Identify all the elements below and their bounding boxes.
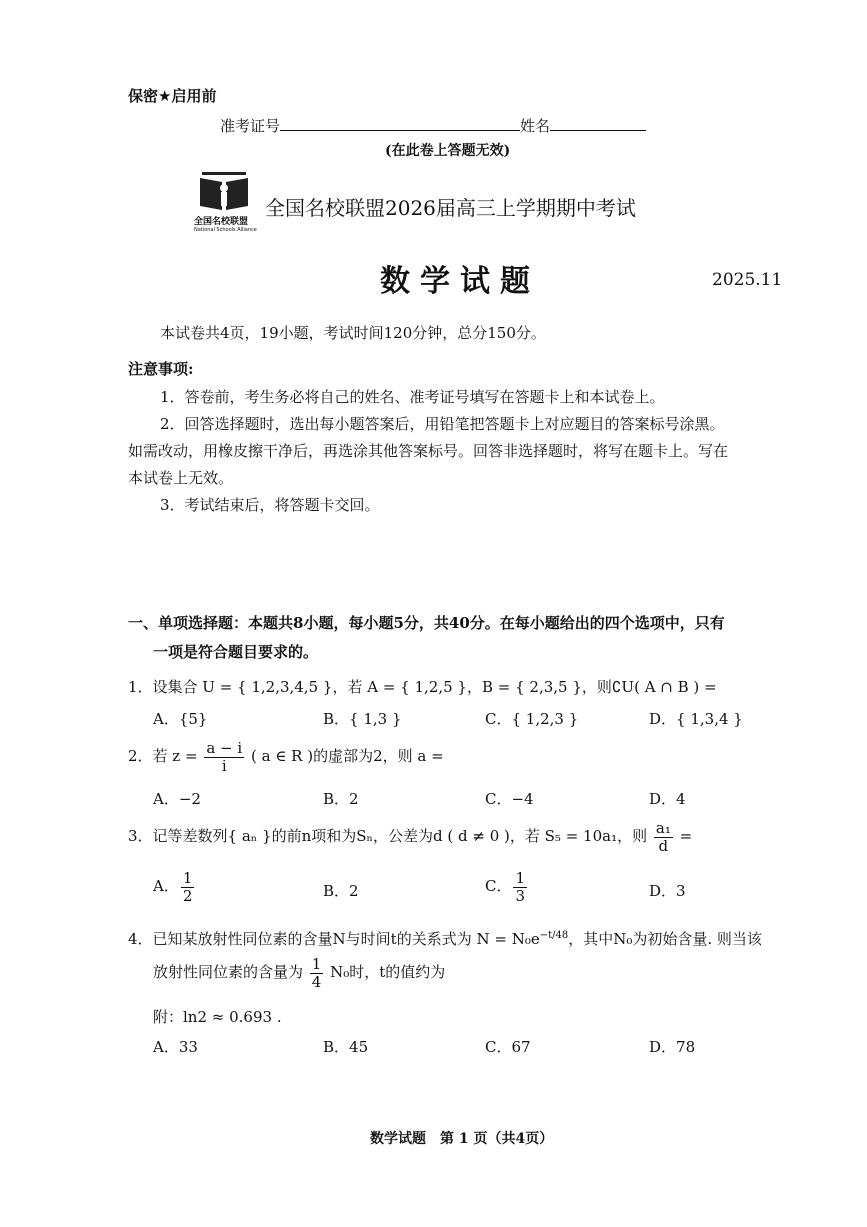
page-footer: 数学试题 第 1 页（共4页） xyxy=(370,1131,554,1147)
q4-option-a: A．33 xyxy=(153,1038,198,1056)
exam-number-label: 准考证号 xyxy=(220,117,281,135)
logo-subtext: National Schools Alliance xyxy=(194,227,257,233)
q3-fraction xyxy=(654,820,673,854)
exam-date: 2025.11 xyxy=(712,270,783,290)
question-2-stem xyxy=(128,740,444,774)
q2-frac-num: a − i xyxy=(206,739,243,757)
note-item-2-line-1: 2．回答选择题时，选出每小题答案后，用铅笔把答题卡上对应题目的答案标号涂黑。 xyxy=(160,415,725,433)
q4-frac-num: 1 xyxy=(311,955,322,973)
q3-option-d: D．3 xyxy=(649,882,686,900)
note-item-2-line-2: 如需改动，用橡皮擦干净后，再选涂其他答案标号。回答非选择题时，将写在题卡上。写在 xyxy=(128,442,729,460)
exam-title: 全国名校联盟2026届高三上学期期中考试 xyxy=(265,196,636,220)
q4-line1-a: 4．已知某放射性同位素的含量N与时间t的关系式为 N = N₀e xyxy=(128,930,540,948)
q3-option-c-label: C． xyxy=(485,877,512,895)
q4-option-c: C．67 xyxy=(485,1038,531,1056)
question-3-options xyxy=(153,870,753,910)
q3-option-a-label: A． xyxy=(153,877,179,895)
note-item-1: 1．答卷前，考生务必将自己的姓名、准考证号填写在答题卡上和本试卷上。 xyxy=(160,388,665,406)
q4-note: 附：ln2 ≈ 0.693 . xyxy=(153,1008,282,1026)
invalid-note: (在此卷上答题无效) xyxy=(385,143,511,159)
q4-option-b: B．45 xyxy=(323,1038,369,1056)
note-item-3: 3．考试结束后，将答题卡交回。 xyxy=(160,496,380,514)
question-1-stem: 1．设集合 U = { 1,2,3,4,5 }，若 A = { 1,2,5 }，B = { 2,3,5 }，则∁U( A ∩ B ) = xyxy=(128,678,717,696)
q2-suffix: ( a ∈ R )的虚部为2，则 a = xyxy=(250,747,444,765)
q3-stem-text: 3．记等差数列{ aₙ }的前n项和为Sₙ，公差为d ( d ≠ 0 )，若 S₅ = 10a₁，则 xyxy=(128,827,648,845)
section-1-line-1: 一、单项选择题：本题共8小题，每小题5分，共40分。在每小题给出的四个选项中，只有 xyxy=(128,614,725,632)
question-3-stem xyxy=(128,820,692,854)
q4-fraction xyxy=(310,956,324,990)
q1-option-b: B．{ 1,3 } xyxy=(323,710,402,728)
intro-text: 本试卷共4页，19小题，考试时间120分钟，总分150分。 xyxy=(160,324,546,342)
q1-option-c: C．{ 1,2,3 } xyxy=(485,710,579,728)
section-1-line-2: 一项是符合题目要求的。 xyxy=(153,643,319,661)
q3-c-num: 1 xyxy=(515,869,526,887)
q4-line1-b: ，其中N₀为初始含量. 则当该 xyxy=(568,930,762,948)
q3-tail: = xyxy=(679,827,693,845)
name-label: 姓名 xyxy=(520,117,551,135)
q3-option-a-frac xyxy=(181,870,195,904)
q4-line2-a: 放射性同位素的含量为 xyxy=(153,963,304,981)
q2-fraction xyxy=(204,740,244,774)
note-item-2-line-3: 本试卷上无效。 xyxy=(128,469,234,487)
q1-option-d: D．{ 1,3,4 } xyxy=(649,710,743,728)
question-4-options xyxy=(153,1036,753,1060)
name-blank xyxy=(550,117,646,131)
q2-option-b: B．2 xyxy=(323,790,359,808)
q3-option-a xyxy=(153,870,196,904)
q2-frac-den: i xyxy=(221,756,227,775)
question-4-line-1 xyxy=(128,928,762,949)
q3-c-den: 3 xyxy=(515,886,526,905)
exam-number-blank xyxy=(280,117,520,131)
q4-frac-den: 4 xyxy=(311,972,322,991)
q1-option-a: A．{5} xyxy=(153,710,208,728)
q3-a-den: 2 xyxy=(182,886,193,905)
question-4-line-2 xyxy=(153,956,445,990)
q3-option-c-frac xyxy=(513,870,527,904)
q3-frac-num: a₁ xyxy=(655,819,671,837)
q2-option-d: D．4 xyxy=(649,790,686,808)
q3-frac-den: d xyxy=(658,836,669,855)
q3-option-c xyxy=(485,870,529,904)
q2-prefix: 2．若 z = xyxy=(128,747,198,765)
exam-number-row xyxy=(220,115,646,136)
question-2-options xyxy=(153,788,753,812)
q2-option-c: C．−4 xyxy=(485,790,534,808)
question-1-options xyxy=(153,708,753,732)
q4-option-d: D．78 xyxy=(649,1038,696,1056)
confidential-label: 保密★启用前 xyxy=(128,87,217,105)
q4-exponent: −t/48 xyxy=(539,930,569,941)
q3-a-num: 1 xyxy=(182,869,193,887)
subject-title: 数学试题 xyxy=(380,264,540,299)
alliance-logo xyxy=(192,170,256,238)
q2-option-a: A．−2 xyxy=(153,790,201,808)
logo-text: 全国名校联盟 xyxy=(194,217,249,227)
q4-line2-b: N₀时，t的值约为 xyxy=(330,963,446,981)
notes-heading: 注意事项: xyxy=(128,360,194,378)
q3-option-b: B．2 xyxy=(323,882,359,900)
